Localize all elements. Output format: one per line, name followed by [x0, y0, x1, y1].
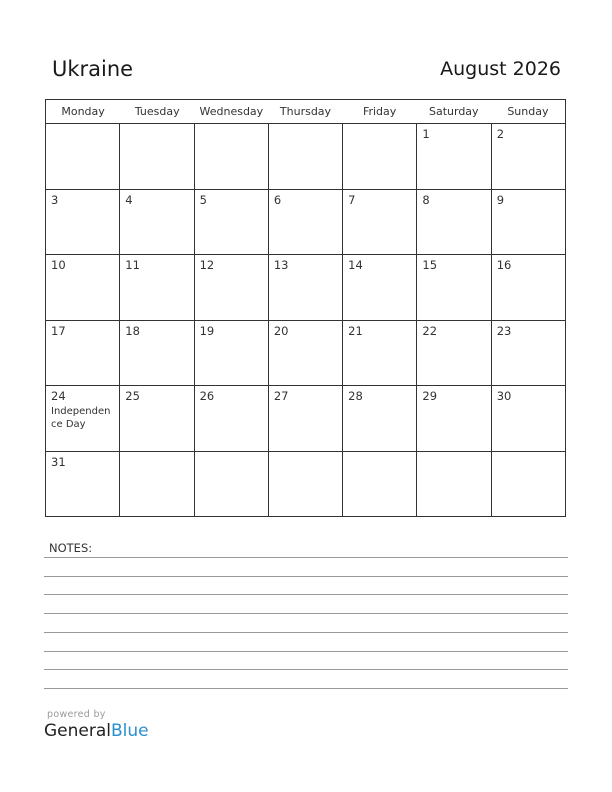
weekday-friday: Friday	[362, 105, 397, 118]
day-number: 2	[496, 127, 505, 141]
day-number: 24	[51, 389, 66, 403]
day-number: 16	[496, 258, 512, 272]
day-number: 23	[496, 323, 512, 338]
day-cell	[195, 321, 269, 386]
notes-line	[44, 688, 568, 689]
weekday-thursday: Thursday	[279, 105, 332, 118]
day-cell	[195, 386, 269, 451]
day-cell	[46, 255, 120, 320]
day-number: 4	[125, 192, 133, 207]
day-cell	[195, 255, 269, 320]
brand-logo-general: General	[44, 721, 111, 741]
day-cell	[46, 386, 120, 451]
day-cell	[120, 255, 194, 320]
notes-line	[44, 557, 568, 558]
day-cell	[120, 321, 194, 386]
day-number: 22	[422, 323, 438, 338]
empty-day-cell	[46, 124, 120, 189]
day-number: 12	[199, 258, 215, 272]
notes-line	[44, 613, 568, 614]
day-cell	[492, 386, 565, 451]
day-cell	[417, 386, 491, 451]
day-cell	[492, 124, 565, 189]
weekday-wednesday: Wednesday	[199, 105, 264, 118]
empty-day-cell	[492, 452, 565, 517]
day-number: 8	[422, 192, 430, 207]
day-number: 13	[273, 258, 289, 272]
day-number: 20	[273, 323, 289, 338]
day-number: 26	[199, 389, 215, 403]
empty-day-cell	[195, 452, 269, 517]
weekday-sunday: Sunday	[507, 105, 549, 118]
empty-day-cell	[343, 452, 417, 517]
notes-line	[44, 576, 568, 577]
notes-label: NOTES:	[49, 541, 93, 555]
day-number: 30	[496, 389, 512, 403]
day-cell	[120, 190, 194, 255]
day-number: 28	[348, 389, 363, 403]
day-number: 18	[125, 323, 140, 338]
calendar-week-row	[46, 321, 565, 387]
weekday-header-row	[46, 100, 565, 124]
empty-day-cell	[417, 452, 491, 517]
notes-line	[44, 651, 568, 652]
weekday-monday: Monday	[61, 105, 105, 118]
day-number: 15	[422, 258, 438, 272]
empty-day-cell	[269, 452, 343, 517]
calendar-week-row	[46, 452, 565, 517]
day-cell	[492, 321, 565, 386]
day-number: 31	[51, 454, 66, 469]
notes-line	[44, 669, 568, 670]
day-cell	[492, 190, 565, 255]
day-number: 17	[51, 323, 66, 338]
empty-day-cell	[269, 124, 343, 189]
day-number: 19	[199, 323, 215, 338]
empty-day-cell	[195, 124, 269, 189]
day-number: 7	[348, 192, 356, 207]
day-cell	[46, 452, 120, 517]
day-cell	[343, 321, 417, 386]
day-number: 3	[51, 192, 59, 207]
powered-by-text: powered by	[47, 709, 106, 720]
day-cell	[343, 255, 417, 320]
day-cell	[269, 255, 343, 320]
calendar-grid	[45, 99, 566, 517]
day-number: 11	[125, 258, 140, 272]
day-cell	[269, 190, 343, 255]
weekday-saturday: Saturday	[428, 105, 479, 118]
day-cell	[417, 255, 491, 320]
day-cell	[195, 190, 269, 255]
day-number: 6	[273, 192, 282, 207]
day-number: 21	[348, 323, 363, 338]
day-cell	[120, 386, 194, 451]
empty-day-cell	[120, 124, 194, 189]
day-cell	[269, 386, 343, 451]
country-title: Ukraine	[52, 57, 134, 81]
day-cell	[269, 321, 343, 386]
day-cell	[46, 321, 120, 386]
empty-day-cell	[343, 124, 417, 189]
day-number: 14	[348, 258, 363, 272]
calendar-week-row	[46, 190, 565, 256]
notes-line	[44, 594, 568, 595]
day-cell	[417, 321, 491, 386]
calendar-week-row	[46, 386, 565, 452]
holiday-label: Independence Day	[51, 406, 111, 430]
calendar-weeks	[46, 124, 565, 516]
day-cell	[343, 386, 417, 451]
day-number: 27	[273, 389, 289, 403]
weekday-tuesday: Tuesday	[134, 105, 180, 118]
day-number: 5	[199, 192, 207, 207]
calendar-week-row	[46, 124, 565, 190]
calendar-week-row	[46, 255, 565, 321]
day-number: 29	[422, 389, 438, 403]
day-cell	[492, 255, 565, 320]
brand-logo	[44, 720, 149, 742]
day-number: 25	[125, 389, 140, 403]
day-cell	[417, 124, 491, 189]
day-cell	[417, 190, 491, 255]
day-cell	[46, 190, 120, 255]
day-number: 9	[496, 192, 505, 207]
day-number: 1	[422, 127, 430, 141]
day-number: 10	[51, 258, 66, 272]
notes-line	[44, 632, 568, 633]
empty-day-cell	[120, 452, 194, 517]
brand-logo-blue: Blue	[111, 721, 149, 741]
month-title: August 2026	[440, 58, 561, 80]
day-cell	[343, 190, 417, 255]
